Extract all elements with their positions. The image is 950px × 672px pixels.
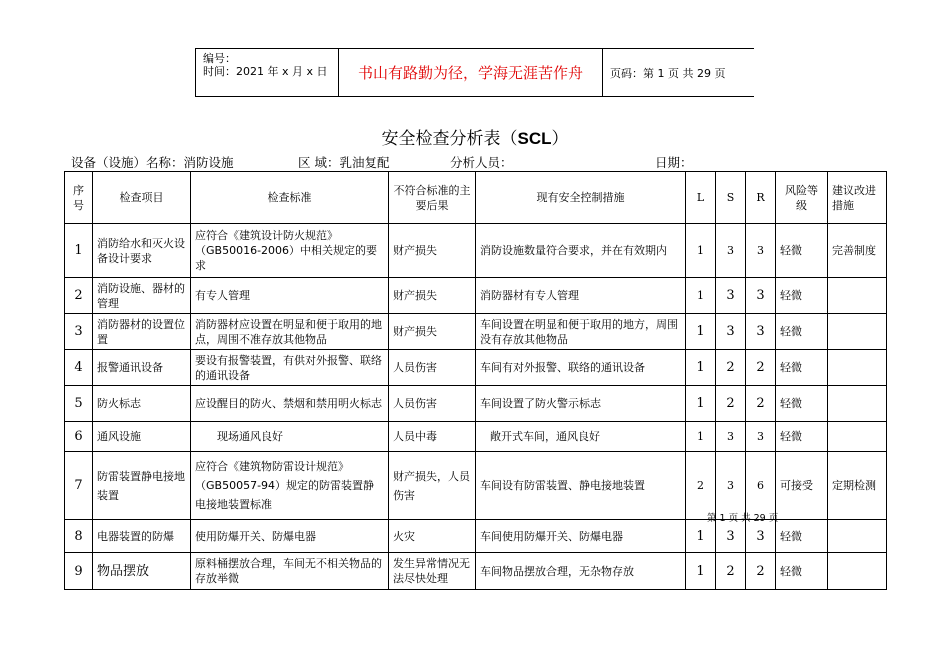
table-row: [65, 520, 887, 553]
table-row: [65, 422, 887, 452]
row-l: 1: [686, 553, 716, 590]
area-field: 区 域：乳油复配: [298, 155, 390, 170]
row-consequence: 人员伤害: [389, 386, 476, 422]
row-r: 3: [746, 278, 776, 314]
row-seq: 7: [65, 452, 93, 520]
row-risk: 轻微: [776, 314, 828, 350]
row-measures: 车间物品摆放合理，无杂物存放: [476, 553, 686, 590]
row-standard: 应设醒目的防火、禁烟和禁用明火标志: [191, 386, 389, 422]
row-r: 2: [746, 553, 776, 590]
row-measures: 敞开式车间，通风良好: [476, 422, 686, 452]
row-seq: 2: [65, 278, 93, 314]
row-consequence: 财产损失: [389, 278, 476, 314]
row-measures: 消防器材有专人管理: [476, 278, 686, 314]
table-row: [65, 553, 887, 590]
row-seq: 9: [65, 553, 93, 590]
row-consequence: 财产损失: [389, 224, 476, 278]
row-l: 2: [686, 452, 716, 520]
table-header-row: [65, 172, 887, 224]
row-risk: 轻微: [776, 553, 828, 590]
row-suggest: [828, 350, 887, 386]
row-item: 电器装置的防爆: [93, 520, 191, 553]
header-page-number: 页码：第 1 页 共 29 页: [610, 66, 726, 80]
row-l: 1: [686, 350, 716, 386]
header-motto: 书山有路勤为径，学海无涯苦作舟: [339, 49, 603, 96]
header-s: S: [716, 172, 746, 224]
header-consequence: 不符合标准的主要后果: [389, 172, 476, 224]
row-standard: 消防器材应设置在明显和便于取用的地点，周围不准存放其他物品: [191, 314, 389, 350]
row-risk: 轻微: [776, 350, 828, 386]
row-seq: 1: [65, 224, 93, 278]
row-suggest: [828, 314, 887, 350]
row-measures: 车间设有防雷装置、静电接地装置: [476, 452, 686, 520]
header-number-label: 编号：: [203, 52, 236, 65]
row-item: 防雷装置静电接地装置: [93, 452, 191, 520]
page-footer: 第 1 页 共 29 页: [707, 513, 779, 524]
row-s: 2: [716, 386, 746, 422]
row-measures: 车间有对外报警、联络的通讯设备: [476, 350, 686, 386]
header-item: 检查项目: [93, 172, 191, 224]
row-seq: 3: [65, 314, 93, 350]
row-consequence: 财产损失，人员伤害: [389, 452, 476, 520]
row-r: 2: [746, 386, 776, 422]
header-seq: 序号: [65, 172, 93, 224]
row-r: 2: [746, 350, 776, 386]
row-item: 防火标志: [93, 386, 191, 422]
row-consequence: 火灾: [389, 520, 476, 553]
row-s: 3: [716, 278, 746, 314]
table-row: [65, 386, 887, 422]
row-s: 3: [716, 452, 746, 520]
row-suggest: 完善制度: [828, 224, 887, 278]
date-field: 日期：: [655, 155, 693, 170]
header-l: L: [686, 172, 716, 224]
header-meta: [196, 49, 339, 96]
row-suggest: [828, 422, 887, 452]
row-risk: 轻微: [776, 278, 828, 314]
row-item: 物品摆放: [93, 553, 191, 590]
row-measures: 消防设施数量符合要求，并在有效期内: [476, 224, 686, 278]
row-seq: 6: [65, 422, 93, 452]
row-l: 1: [686, 520, 716, 553]
header-time: 时间：2021 年 x 月 x 日: [203, 65, 328, 78]
row-standard: 现场通风良好: [191, 422, 389, 452]
row-l: 1: [686, 278, 716, 314]
header-measures: 现有安全控制措施: [476, 172, 686, 224]
header-r: R: [746, 172, 776, 224]
table-row: [65, 350, 887, 386]
row-item: 报警通讯设备: [93, 350, 191, 386]
row-item: 消防器材的设置位置: [93, 314, 191, 350]
row-standard: 原料桶摆放合理，车间无不相关物品的存放举微: [191, 553, 389, 590]
row-s: 3: [716, 520, 746, 553]
table-row: [65, 224, 887, 278]
row-consequence: 财产损失: [389, 314, 476, 350]
row-s: 3: [716, 224, 746, 278]
row-r: 3: [746, 422, 776, 452]
row-seq: 8: [65, 520, 93, 553]
row-consequence: 发生异常情况无法尽快处理: [389, 553, 476, 590]
row-suggest: [828, 386, 887, 422]
page-title: 安全检查分析表（SCL）: [381, 129, 569, 149]
row-standard: 有专人管理: [191, 278, 389, 314]
row-suggest: [828, 520, 887, 553]
row-l: 1: [686, 386, 716, 422]
row-consequence: 人员中毒: [389, 422, 476, 452]
row-r: 3: [746, 224, 776, 278]
row-s: 3: [716, 422, 746, 452]
row-item: 消防设施、器材的管理: [93, 278, 191, 314]
row-risk: 可接受: [776, 452, 828, 520]
row-risk: 轻微: [776, 386, 828, 422]
row-risk: 轻微: [776, 520, 828, 553]
row-suggest: 定期检测: [828, 452, 887, 520]
header-risk: 风险等级: [776, 172, 828, 224]
row-suggest: [828, 278, 887, 314]
row-measures: 车间设置了防火警示标志: [476, 386, 686, 422]
row-l: 1: [686, 224, 716, 278]
row-standard: 使用防爆开关、防爆电器: [191, 520, 389, 553]
scl-table: [64, 171, 887, 590]
header-suggest: 建议改进措施: [828, 172, 887, 224]
row-r: 3: [746, 520, 776, 553]
row-r: 3: [746, 314, 776, 350]
row-item: 通风设施: [93, 422, 191, 452]
row-l: 1: [686, 422, 716, 452]
equipment-name: 设备（设施）名称：消防设施: [71, 155, 234, 170]
row-item: 消防给水和灭火设备设计要求: [93, 224, 191, 278]
row-measures: 车间使用防爆开关、防爆电器: [476, 520, 686, 553]
row-suggest: [828, 553, 887, 590]
row-consequence: 人员伤害: [389, 350, 476, 386]
row-r: 6: [746, 452, 776, 520]
row-standard: 应符合《建筑设计防火规范》（GB50016-2006）中相关规定的要求: [191, 224, 389, 278]
row-s: 2: [716, 553, 746, 590]
row-s: 3: [716, 314, 746, 350]
row-seq: 4: [65, 350, 93, 386]
table-row: [65, 314, 887, 350]
row-measures: 车间设置在明显和便于取用的地方，周围没有存放其他物品: [476, 314, 686, 350]
analyst-field: 分析人员：: [450, 155, 513, 170]
document-header: [195, 48, 754, 97]
header-standard: 检查标准: [191, 172, 389, 224]
row-risk: 轻微: [776, 422, 828, 452]
row-s: 2: [716, 350, 746, 386]
row-standard: 要设有报警装置，有供对外报警、联络的通讯设备: [191, 350, 389, 386]
row-risk: 轻微: [776, 224, 828, 278]
row-standard: 应符合《建筑物防雷设计规范》（GB50057-94）规定的防雷装置静电接地装置标准: [191, 452, 389, 520]
row-l: 1: [686, 314, 716, 350]
row-seq: 5: [65, 386, 93, 422]
table-row: [65, 278, 887, 314]
